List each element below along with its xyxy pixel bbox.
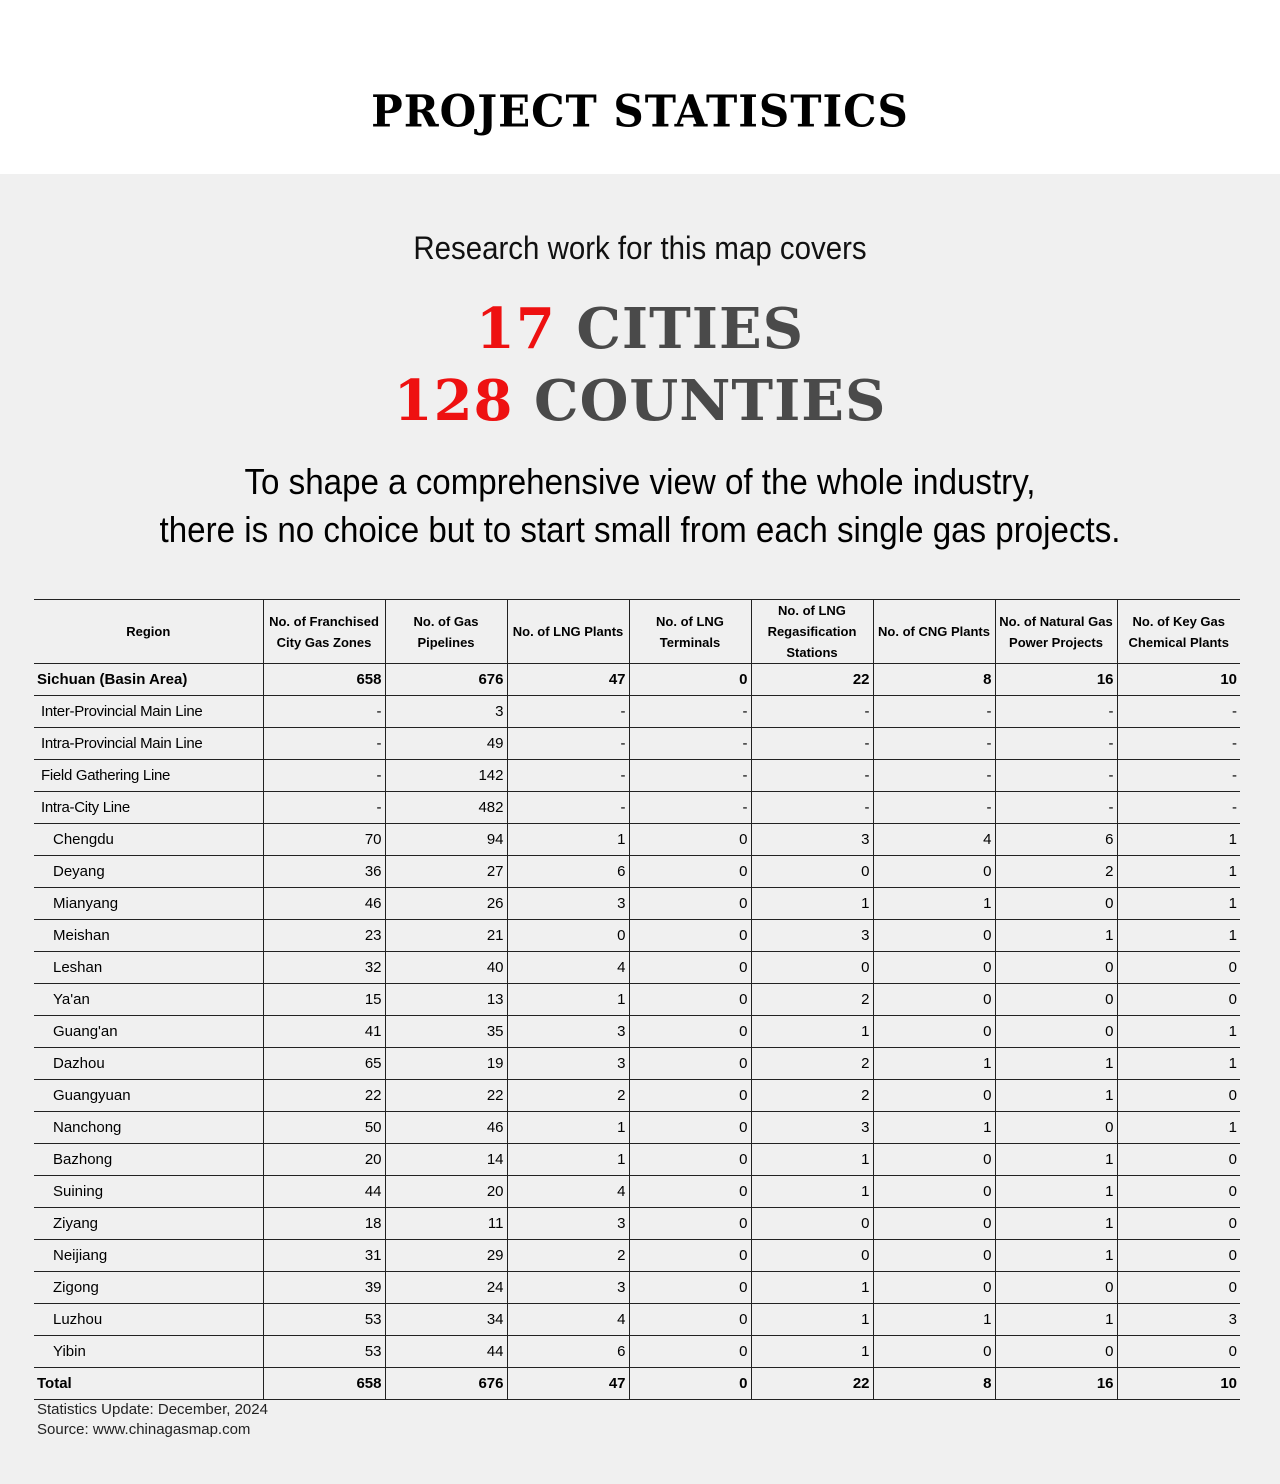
statistics-table <box>34 599 1240 1400</box>
column-header: No. of Key Gas Chemical Plants <box>1117 600 1240 664</box>
value-cell: - <box>507 792 629 824</box>
table-row <box>34 1048 1240 1080</box>
value-cell: 1 <box>507 984 629 1016</box>
value-cell: 658 <box>263 1368 385 1400</box>
value-cell: 2 <box>751 1080 873 1112</box>
value-cell: 35 <box>385 1016 507 1048</box>
region-cell: Suining <box>34 1176 263 1208</box>
value-cell: 10 <box>1117 664 1240 696</box>
value-cell: 0 <box>629 952 751 984</box>
value-cell: - <box>995 792 1117 824</box>
table-row <box>34 888 1240 920</box>
region-cell: Guangyuan <box>34 1080 263 1112</box>
value-cell: 3 <box>507 888 629 920</box>
value-cell: 3 <box>1117 1304 1240 1336</box>
value-cell: 94 <box>385 824 507 856</box>
value-cell: 11 <box>385 1208 507 1240</box>
value-cell: 20 <box>263 1144 385 1176</box>
value-cell: 0 <box>629 920 751 952</box>
region-cell: Ziyang <box>34 1208 263 1240</box>
table-row <box>34 1208 1240 1240</box>
value-cell: 27 <box>385 856 507 888</box>
value-cell: 10 <box>1117 1368 1240 1400</box>
value-cell: 0 <box>629 856 751 888</box>
value-cell: 4 <box>507 952 629 984</box>
value-cell: 1 <box>751 1272 873 1304</box>
value-cell: 1 <box>995 1048 1117 1080</box>
value-cell: 31 <box>263 1240 385 1272</box>
column-header: No. of Gas Pipelines <box>385 600 507 664</box>
value-cell: - <box>873 696 995 728</box>
value-cell: 2 <box>507 1240 629 1272</box>
value-cell: - <box>751 760 873 792</box>
value-cell: 16 <box>995 664 1117 696</box>
value-cell: 0 <box>873 1080 995 1112</box>
value-cell: 0 <box>995 1112 1117 1144</box>
table-row <box>34 952 1240 984</box>
table-row <box>34 920 1240 952</box>
region-cell: Meishan <box>34 920 263 952</box>
value-cell: 0 <box>629 664 751 696</box>
value-cell: 1 <box>751 1016 873 1048</box>
region-cell: Zigong <box>34 1272 263 1304</box>
value-cell: - <box>263 792 385 824</box>
value-cell: 0 <box>995 888 1117 920</box>
value-cell: 1 <box>995 920 1117 952</box>
value-cell: 0 <box>751 856 873 888</box>
statistics-panel <box>0 174 1280 1484</box>
column-header: No. of CNG Plants <box>873 600 995 664</box>
value-cell: 22 <box>263 1080 385 1112</box>
value-cell: 2 <box>751 984 873 1016</box>
value-cell: - <box>629 760 751 792</box>
region-cell: Luzhou <box>34 1304 263 1336</box>
value-cell: 44 <box>263 1176 385 1208</box>
region-cell: Intra-City Line <box>34 792 263 824</box>
value-cell: 53 <box>263 1336 385 1368</box>
value-cell: 0 <box>629 888 751 920</box>
value-cell: 0 <box>995 952 1117 984</box>
value-cell: 0 <box>629 1304 751 1336</box>
value-cell: 1 <box>995 1080 1117 1112</box>
value-cell: 0 <box>629 1080 751 1112</box>
region-cell: Ya'an <box>34 984 263 1016</box>
value-cell: 0 <box>629 1176 751 1208</box>
value-cell: 1 <box>751 888 873 920</box>
value-cell: 1 <box>1117 1048 1240 1080</box>
value-cell: 0 <box>1117 1080 1240 1112</box>
value-cell: 0 <box>873 856 995 888</box>
value-cell: - <box>507 760 629 792</box>
value-cell: - <box>1117 696 1240 728</box>
value-cell: 1 <box>1117 920 1240 952</box>
value-cell: - <box>995 728 1117 760</box>
cities-count <box>0 296 1280 362</box>
value-cell: 3 <box>751 920 873 952</box>
value-cell: 4 <box>507 1304 629 1336</box>
value-cell: 13 <box>385 984 507 1016</box>
page-title: PROJECT STATISTICS <box>371 85 909 137</box>
counties-label: COUNTIES <box>534 368 887 434</box>
value-cell: 46 <box>385 1112 507 1144</box>
value-cell: 0 <box>629 1208 751 1240</box>
source-text: Source: www.chinagasmap.com <box>37 1421 251 1438</box>
value-cell: 0 <box>995 1016 1117 1048</box>
value-cell: 1 <box>1117 856 1240 888</box>
value-cell: 0 <box>995 1272 1117 1304</box>
value-cell: 0 <box>629 984 751 1016</box>
value-cell: - <box>263 728 385 760</box>
value-cell: 0 <box>873 1016 995 1048</box>
value-cell: - <box>629 792 751 824</box>
value-cell: 4 <box>873 824 995 856</box>
value-cell: 70 <box>263 824 385 856</box>
value-cell: 34 <box>385 1304 507 1336</box>
value-cell: 658 <box>263 664 385 696</box>
value-cell: - <box>751 696 873 728</box>
column-header: No. of LNG Regasification Stations <box>751 600 873 664</box>
table-row <box>34 1240 1240 1272</box>
value-cell: 8 <box>873 1368 995 1400</box>
cities-number: 17 <box>475 296 556 362</box>
value-cell: 21 <box>385 920 507 952</box>
table-body <box>34 664 1240 1400</box>
value-cell: - <box>263 696 385 728</box>
value-cell: 6 <box>995 824 1117 856</box>
value-cell: 2 <box>751 1048 873 1080</box>
table-row <box>34 1176 1240 1208</box>
table-row <box>34 1272 1240 1304</box>
statement-line-2: there is no choice but to start small from each single gas projects. <box>159 509 1121 550</box>
value-cell: 18 <box>263 1208 385 1240</box>
region-cell: Yibin <box>34 1336 263 1368</box>
value-cell: 53 <box>263 1304 385 1336</box>
region-cell: Nanchong <box>34 1112 263 1144</box>
value-cell: 16 <box>995 1368 1117 1400</box>
region-cell: Intra-Provincial Main Line <box>34 728 263 760</box>
value-cell: 142 <box>385 760 507 792</box>
value-cell: 6 <box>507 1336 629 1368</box>
region-cell: Deyang <box>34 856 263 888</box>
value-cell: 482 <box>385 792 507 824</box>
value-cell: 0 <box>629 824 751 856</box>
value-cell: 3 <box>751 824 873 856</box>
value-cell: 0 <box>1117 1144 1240 1176</box>
value-cell: - <box>873 792 995 824</box>
value-cell: 3 <box>507 1048 629 1080</box>
value-cell: - <box>873 728 995 760</box>
value-cell: - <box>873 760 995 792</box>
value-cell: 1 <box>995 1144 1117 1176</box>
table-row <box>34 856 1240 888</box>
value-cell: 15 <box>263 984 385 1016</box>
table-row <box>34 1080 1240 1112</box>
table-row <box>34 1368 1240 1400</box>
value-cell: - <box>1117 728 1240 760</box>
value-cell: 4 <box>507 1176 629 1208</box>
value-cell: 0 <box>629 1144 751 1176</box>
value-cell: 0 <box>873 952 995 984</box>
table-header-row <box>34 600 1240 664</box>
value-cell: 0 <box>751 1208 873 1240</box>
statement-line-1: To shape a comprehensive view of the whole industry, <box>244 461 1036 502</box>
intro-text: Research work for this map covers <box>413 230 867 266</box>
value-cell: 40 <box>385 952 507 984</box>
value-cell: 1 <box>873 1048 995 1080</box>
value-cell: - <box>995 760 1117 792</box>
table-row <box>34 1336 1240 1368</box>
value-cell: 14 <box>385 1144 507 1176</box>
value-cell: 22 <box>385 1080 507 1112</box>
region-cell: Chengdu <box>34 824 263 856</box>
value-cell: 2 <box>507 1080 629 1112</box>
value-cell: 32 <box>263 952 385 984</box>
counties-count <box>0 368 1280 434</box>
value-cell: 1 <box>751 1176 873 1208</box>
table-row <box>34 1112 1240 1144</box>
region-cell: Dazhou <box>34 1048 263 1080</box>
value-cell: 1 <box>873 888 995 920</box>
value-cell: 6 <box>507 856 629 888</box>
value-cell: 1 <box>995 1304 1117 1336</box>
value-cell: 22 <box>751 664 873 696</box>
statistics-update: Statistics Update: December, 2024 <box>37 1401 268 1418</box>
value-cell: 65 <box>263 1048 385 1080</box>
column-header: Region <box>34 600 263 664</box>
value-cell: 47 <box>507 664 629 696</box>
value-cell: 0 <box>995 984 1117 1016</box>
value-cell: 29 <box>385 1240 507 1272</box>
value-cell: 36 <box>263 856 385 888</box>
value-cell: 0 <box>1117 1208 1240 1240</box>
value-cell: 3 <box>385 696 507 728</box>
value-cell: 2 <box>995 856 1117 888</box>
value-cell: 0 <box>629 1048 751 1080</box>
table-row <box>34 664 1240 696</box>
value-cell: 0 <box>1117 1272 1240 1304</box>
footer <box>37 1400 268 1440</box>
value-cell: 26 <box>385 888 507 920</box>
value-cell: 44 <box>385 1336 507 1368</box>
column-header: No. of Natural Gas Power Projects <box>995 600 1117 664</box>
value-cell: - <box>1117 792 1240 824</box>
value-cell: 676 <box>385 664 507 696</box>
value-cell: - <box>507 728 629 760</box>
value-cell: 20 <box>385 1176 507 1208</box>
value-cell: 1 <box>1117 1112 1240 1144</box>
title-section <box>0 0 1280 174</box>
table-row <box>34 728 1240 760</box>
value-cell: - <box>629 696 751 728</box>
value-cell: 1 <box>873 1112 995 1144</box>
statement-text <box>51 458 1229 554</box>
value-cell: 0 <box>873 1272 995 1304</box>
value-cell: 1 <box>1117 888 1240 920</box>
value-cell: 0 <box>629 1368 751 1400</box>
value-cell: 0 <box>873 984 995 1016</box>
value-cell: - <box>751 792 873 824</box>
value-cell: 0 <box>1117 1176 1240 1208</box>
value-cell: 0 <box>629 1336 751 1368</box>
value-cell: 1 <box>507 824 629 856</box>
value-cell: 50 <box>263 1112 385 1144</box>
table-row <box>34 760 1240 792</box>
value-cell: 676 <box>385 1368 507 1400</box>
region-cell: Total <box>34 1368 263 1400</box>
value-cell: 0 <box>629 1272 751 1304</box>
column-header: No. of LNG Plants <box>507 600 629 664</box>
value-cell: 0 <box>873 1144 995 1176</box>
value-cell: 0 <box>629 1240 751 1272</box>
table-row <box>34 1144 1240 1176</box>
value-cell: 3 <box>507 1272 629 1304</box>
value-cell: 3 <box>751 1112 873 1144</box>
column-header: No. of LNG Terminals <box>629 600 751 664</box>
value-cell: 0 <box>751 952 873 984</box>
region-cell: Field Gathering Line <box>34 760 263 792</box>
value-cell: 1 <box>507 1112 629 1144</box>
region-cell: Guang'an <box>34 1016 263 1048</box>
value-cell: 1 <box>1117 1016 1240 1048</box>
value-cell: 1 <box>751 1304 873 1336</box>
value-cell: 0 <box>629 1016 751 1048</box>
value-cell: 0 <box>873 1336 995 1368</box>
value-cell: 0 <box>1117 1240 1240 1272</box>
value-cell: 0 <box>1117 984 1240 1016</box>
value-cell: 24 <box>385 1272 507 1304</box>
value-cell: 1 <box>751 1144 873 1176</box>
value-cell: 1 <box>873 1304 995 1336</box>
region-cell: Leshan <box>34 952 263 984</box>
value-cell: 23 <box>263 920 385 952</box>
value-cell: 1 <box>995 1240 1117 1272</box>
table-row <box>34 792 1240 824</box>
value-cell: 0 <box>1117 952 1240 984</box>
value-cell: 0 <box>1117 1336 1240 1368</box>
value-cell: - <box>995 696 1117 728</box>
value-cell: - <box>263 760 385 792</box>
value-cell: - <box>751 728 873 760</box>
value-cell: 0 <box>873 1240 995 1272</box>
region-cell: Bazhong <box>34 1144 263 1176</box>
value-cell: 1 <box>1117 824 1240 856</box>
value-cell: 1 <box>507 1144 629 1176</box>
value-cell: - <box>507 696 629 728</box>
table-row <box>34 1304 1240 1336</box>
value-cell: 47 <box>507 1368 629 1400</box>
table-row <box>34 984 1240 1016</box>
counties-number: 128 <box>393 368 514 434</box>
region-cell: Neijiang <box>34 1240 263 1272</box>
value-cell: 3 <box>507 1208 629 1240</box>
region-cell: Sichuan (Basin Area) <box>34 664 263 696</box>
table-row <box>34 824 1240 856</box>
value-cell: 0 <box>873 920 995 952</box>
value-cell: - <box>629 728 751 760</box>
value-cell: 22 <box>751 1368 873 1400</box>
value-cell: 0 <box>995 1336 1117 1368</box>
value-cell: - <box>1117 760 1240 792</box>
value-cell: 1 <box>995 1208 1117 1240</box>
value-cell: 19 <box>385 1048 507 1080</box>
value-cell: 39 <box>263 1272 385 1304</box>
cities-label: CITIES <box>576 296 805 362</box>
region-cell: Mianyang <box>34 888 263 920</box>
column-header: No. of Franchised City Gas Zones <box>263 600 385 664</box>
value-cell: 49 <box>385 728 507 760</box>
table-row <box>34 696 1240 728</box>
value-cell: 3 <box>507 1016 629 1048</box>
table-row <box>34 1016 1240 1048</box>
value-cell: 41 <box>263 1016 385 1048</box>
value-cell: 8 <box>873 664 995 696</box>
value-cell: 1 <box>751 1336 873 1368</box>
value-cell: 46 <box>263 888 385 920</box>
value-cell: 0 <box>873 1176 995 1208</box>
value-cell: 1 <box>995 1176 1117 1208</box>
region-cell: Inter-Provincial Main Line <box>34 696 263 728</box>
value-cell: 0 <box>873 1208 995 1240</box>
value-cell: 0 <box>507 920 629 952</box>
value-cell: 0 <box>629 1112 751 1144</box>
value-cell: 0 <box>751 1240 873 1272</box>
